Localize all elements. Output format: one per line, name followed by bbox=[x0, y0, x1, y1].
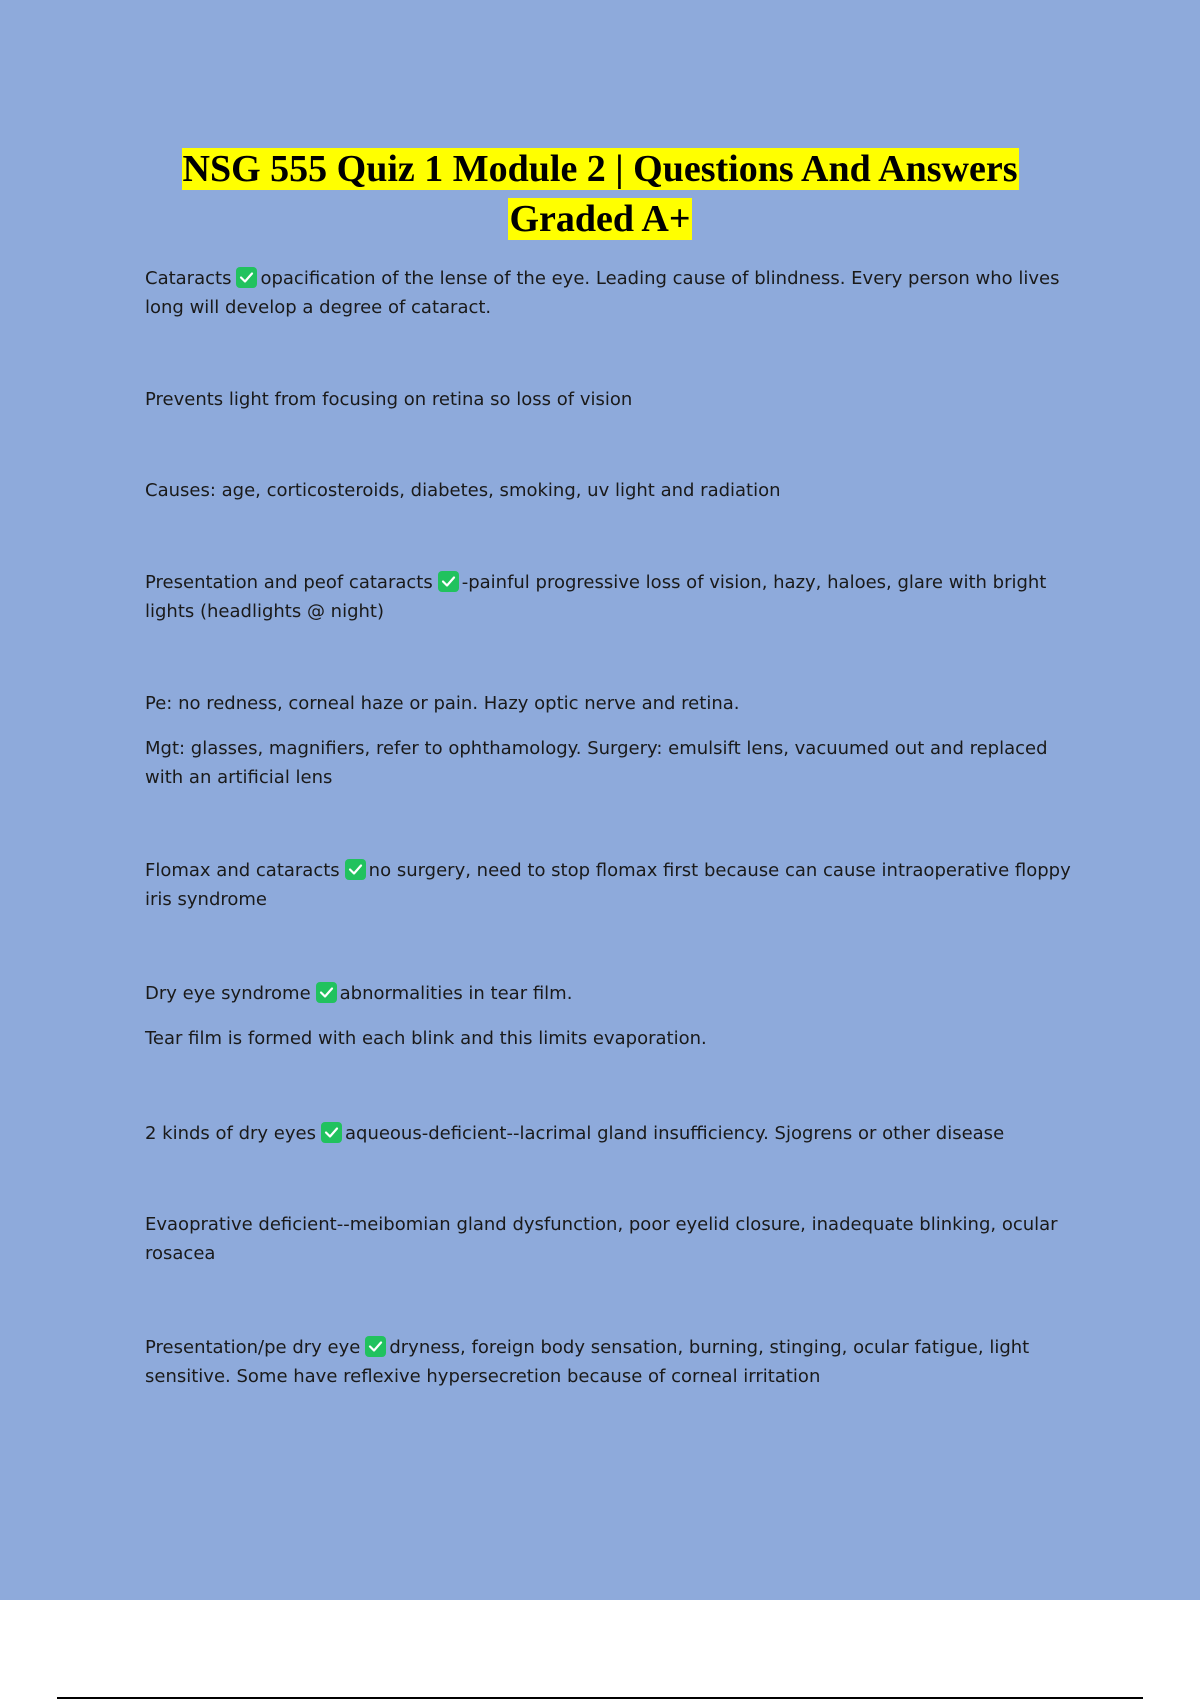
entry-text: Tear film is formed with each blink and this limits evaporation. bbox=[145, 1028, 707, 1049]
entry-term: Presentation and peof cataracts bbox=[145, 572, 433, 593]
title-line-2: Graded A+ bbox=[509, 198, 691, 240]
entry-two-kinds-dry-eyes bbox=[145, 1119, 1090, 1148]
entry-text: Prevents light from focusing on retina so loss of vision bbox=[145, 389, 633, 410]
entry-definition: abnormalities in tear film. bbox=[339, 983, 573, 1004]
green-checkmark-icon bbox=[321, 1122, 342, 1143]
footer-divider bbox=[57, 1697, 1143, 1699]
green-checkmark-icon bbox=[438, 571, 459, 592]
entry-definition: aqueous-deficient--lacrimal gland insufficiency. Sjogrens or other disease bbox=[344, 1123, 1005, 1144]
entry-term: Presentation/pe dry eye bbox=[145, 1337, 361, 1358]
entry-term: Dry eye syndrome bbox=[145, 983, 311, 1004]
entry-text: Pe: no redness, corneal haze or pain. Hazy optic nerve and retina. bbox=[145, 693, 740, 714]
title-line-1: NSG 555 Quiz 1 Module 2 | Questions And Answers bbox=[182, 148, 1018, 190]
entry-cataracts bbox=[145, 264, 1090, 322]
entry-term: Flomax and cataracts bbox=[145, 860, 340, 881]
page-title bbox=[100, 144, 1100, 244]
green-checkmark-icon bbox=[316, 982, 337, 1003]
entry-definition: no surgery, need to stop flomax first because can cause intraoperative floppy iris syndrome bbox=[145, 860, 1071, 910]
entry-text: Evaoprative deficient--meibomian gland dysfunction, poor eyelid closure, inadequate blinking, ocular rosacea bbox=[145, 1214, 1058, 1264]
entry-term: 2 kinds of dry eyes bbox=[145, 1123, 316, 1144]
green-checkmark-icon bbox=[236, 267, 257, 288]
entry-text: Causes: age, corticosteroids, diabetes, smoking, uv light and radiation bbox=[145, 480, 781, 501]
entry-flomax bbox=[145, 856, 1090, 914]
green-checkmark-icon bbox=[365, 1336, 386, 1357]
entry-term: Cataracts bbox=[145, 268, 232, 289]
entry-definition: dryness, foreign body sensation, burning, stinging, ocular fatigue, light sensitive. Some have reflexive hypersecretion because of corneal irritation bbox=[145, 1337, 1030, 1387]
green-checkmark-icon bbox=[345, 859, 366, 880]
entry-presentation-dry-eye bbox=[145, 1333, 1090, 1391]
entry-text: Mgt: glasses, magnifiers, refer to ophthamology. Surgery: emulsift lens, vacuumed out and replaced with an artificial lens bbox=[145, 738, 1048, 788]
entry-definition: -painful progressive loss of vision, hazy, haloes, glare with bright lights (headlights @ night) bbox=[145, 572, 1047, 622]
entry-dry-eye-syndrome bbox=[145, 979, 1090, 1008]
entry-presentation-cataracts bbox=[145, 568, 1090, 626]
entry-definition: opacification of the lense of the eye. Leading cause of blindness. Every person who lives long will develop a degree of cataract. bbox=[145, 268, 1060, 318]
